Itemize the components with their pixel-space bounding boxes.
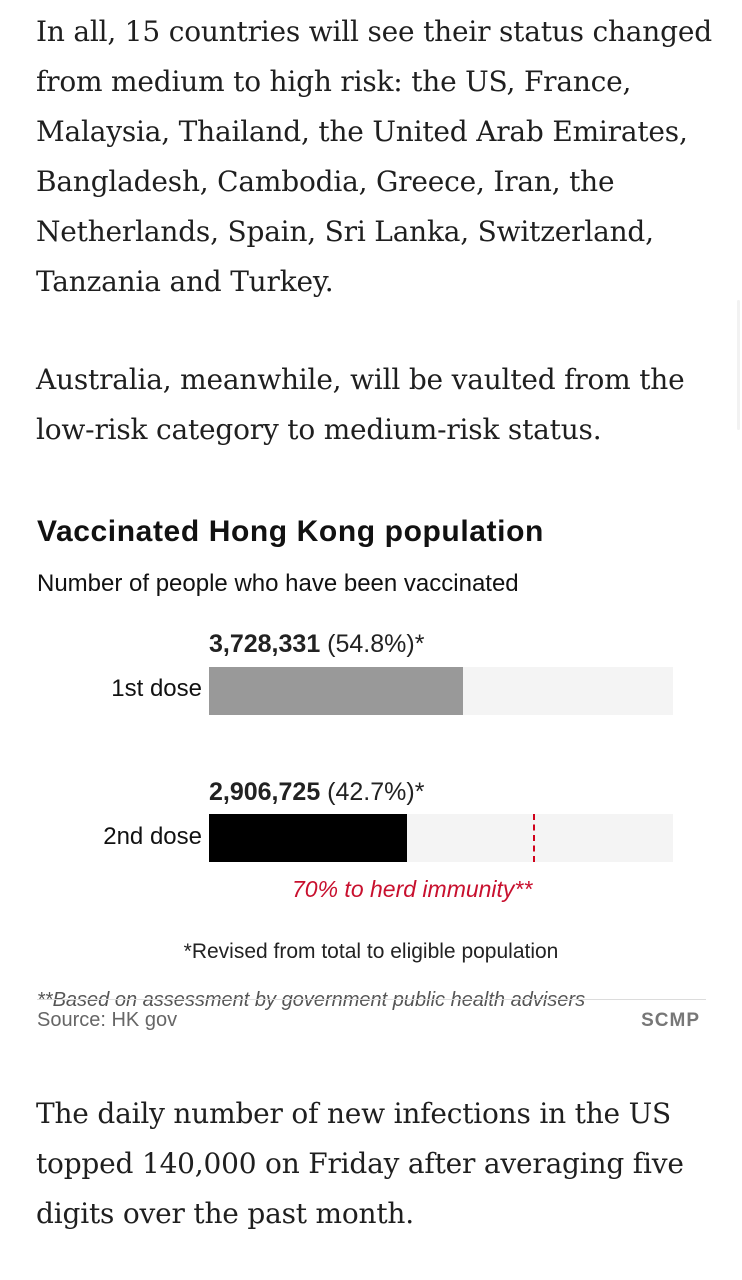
bar-value-second-dose bbox=[209, 778, 424, 807]
article-paragraph-1: In all, 15 countries will see their status changed from medium to high risk: the US, France, Malaysia, Thailand, the United Arab Emirates, Bangladesh, Cambodia, Greece, Iran, the Netherlands, Spain, Sri Lanka, Switzerland, Tanzania and Turkey. bbox=[36, 15, 712, 298]
herd-immunity-threshold-line bbox=[533, 814, 535, 862]
bar-percent-first-dose: (54.8%)* bbox=[327, 630, 425, 658]
bar-percent-second-dose: (42.7%)* bbox=[327, 778, 425, 806]
bar-label-first-dose: 1st dose bbox=[111, 675, 202, 702]
scmp-brand-label: SCMP bbox=[641, 1010, 700, 1031]
scrollbar[interactable] bbox=[737, 300, 740, 430]
herd-immunity-threshold-label: 70% to herd immunity** bbox=[292, 876, 533, 902]
bar-fill-first-dose bbox=[209, 667, 463, 715]
graphic-title: Vaccinated Hong Kong population bbox=[37, 515, 544, 548]
footnote-assessment: **Based on assessment by government public health advisers bbox=[37, 989, 586, 1011]
article-paragraph-2: Australia, meanwhile, will be vaulted from the low-risk category to medium-risk status. bbox=[36, 363, 685, 446]
graphic-subtitle: Number of people who have been vaccinated bbox=[37, 570, 519, 597]
footnote-revised-population: *Revised from total to eligible population bbox=[183, 940, 559, 963]
article-paragraph-3: The daily number of new infections in the US topped 140,000 on Friday after averaging five digits over the past month. bbox=[36, 1097, 684, 1230]
bar-track-first-dose bbox=[209, 667, 673, 715]
graphic-footer-divider bbox=[37, 999, 706, 1000]
bar-label-second-dose: 2nd dose bbox=[103, 823, 202, 850]
bar-track-second-dose bbox=[209, 814, 673, 862]
bar-number-first-dose: 3,728,331 bbox=[209, 630, 321, 658]
graphic-source: Source: HK gov bbox=[37, 1009, 178, 1031]
bar-fill-second-dose bbox=[209, 814, 407, 862]
bar-number-second-dose: 2,906,725 bbox=[209, 778, 321, 806]
bar-value-first-dose bbox=[209, 630, 424, 659]
